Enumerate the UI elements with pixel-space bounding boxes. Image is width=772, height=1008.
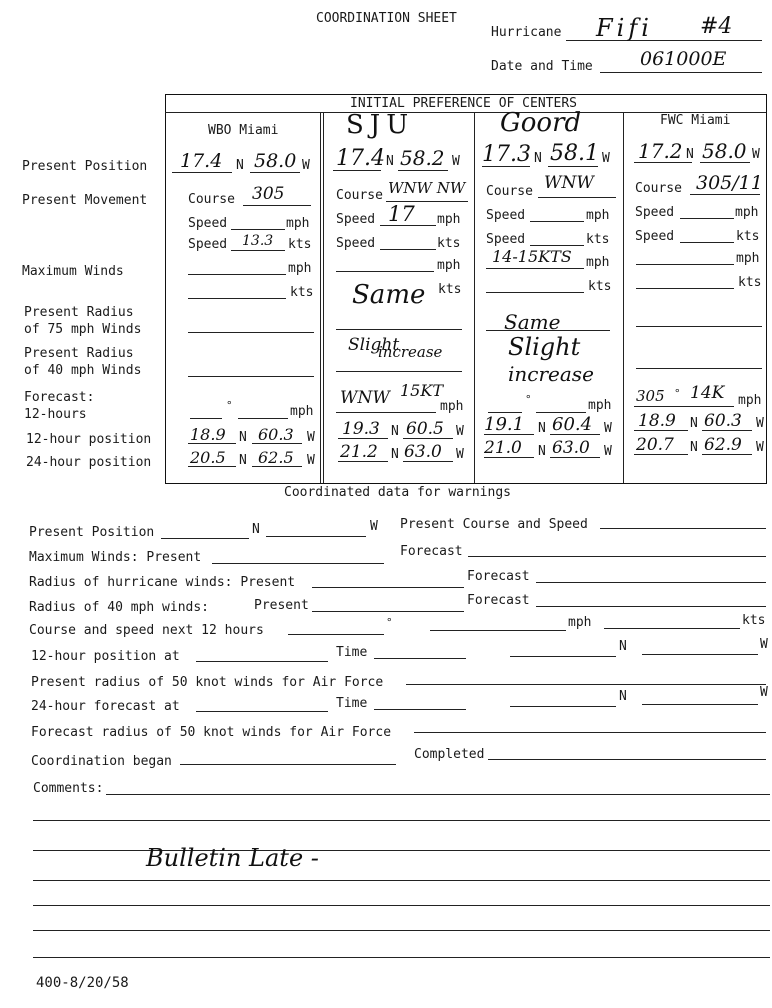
col2-forecast-dir: WNW — [340, 388, 390, 408]
col2-radius75: Same — [352, 280, 426, 310]
col3-course: WNW — [544, 173, 594, 193]
warn-radius50-present: Present radius of 50 knot winds for Air Force — [31, 675, 384, 690]
comment-line-7[interactable] — [33, 957, 770, 958]
N-label: N — [391, 447, 399, 462]
warn-present-position: Present Position — [29, 525, 155, 540]
warn-course-next12-dir-field[interactable] — [288, 634, 384, 635]
warn-coordination-began-field[interactable] — [180, 764, 396, 765]
mph-label: mph — [738, 393, 762, 408]
N-label: N — [686, 147, 694, 162]
row-label-present-movement: Present Movement — [22, 193, 148, 208]
kts-label: kts — [438, 282, 462, 297]
col1-speed-kts: 13.3 — [242, 233, 274, 249]
speed-label: Speed — [188, 216, 228, 231]
warn-12h-time: Time — [336, 645, 368, 660]
speed-label: Speed — [188, 237, 228, 252]
warn-present-position-lat-field[interactable] — [161, 538, 249, 539]
comment-line-5[interactable] — [33, 905, 770, 906]
col3-radius40-b: increase — [508, 362, 594, 386]
col3-24h-lon: 63.0 — [552, 438, 590, 458]
col2-position-lat: 17.4 — [336, 146, 385, 171]
col2-24h-lat: 21.2 — [340, 442, 378, 462]
col3-24h-lat: 21.0 — [484, 438, 522, 458]
col1-12h-lat: 18.9 — [190, 425, 226, 444]
warn-coordination-began: Coordination began — [31, 754, 172, 769]
warn-radius-hurricane-forecast: Forecast — [467, 569, 530, 584]
warn-12h-lon-field[interactable] — [642, 654, 758, 655]
warn-radius-40-field[interactable] — [312, 611, 464, 612]
rule-line — [231, 250, 285, 251]
datetime-label: Date and Time — [491, 59, 593, 74]
rule-line — [636, 368, 762, 369]
col3-position-lon: 58.1 — [550, 141, 599, 166]
warn-radius-hurricane-field[interactable] — [312, 587, 464, 588]
course-label: Course — [635, 181, 682, 196]
col4-12h-lon: 60.3 — [704, 411, 742, 431]
warn-radius-40-present: Present — [254, 598, 309, 613]
rule-line — [172, 172, 232, 173]
warn-max-winds: Maximum Winds: Present — [29, 550, 202, 565]
W-label: W — [604, 444, 612, 459]
col4-position-lat: 17.2 — [638, 139, 683, 163]
rule-line — [336, 412, 436, 413]
col4-forecast-dir: 305 — [636, 387, 665, 405]
warn-24h-lon-field[interactable] — [642, 704, 758, 705]
col2-radius40-b: increase — [378, 343, 443, 361]
col1-position-lat: 17.4 — [180, 150, 223, 172]
rule-line — [336, 329, 462, 330]
col1-course: 305 — [252, 184, 285, 204]
comment-handwriting: Bulletin Late - — [146, 844, 319, 872]
W-label: W — [307, 453, 315, 468]
kts-label: kts — [738, 275, 762, 290]
comment-line-6[interactable] — [33, 930, 770, 931]
warn-course-next12: Course and speed next 12 hours — [29, 623, 264, 638]
row-label-present-position: Present Position — [22, 159, 148, 174]
kts-label: kts — [290, 285, 314, 300]
mph-label: mph — [736, 251, 760, 266]
col4-24h-lon: 62.9 — [704, 435, 742, 455]
rule-line — [320, 113, 321, 483]
warn-completed: Completed — [414, 747, 485, 762]
col3-max-winds: 14-15KTS — [492, 247, 572, 266]
rule-line — [536, 412, 586, 413]
rule-line — [336, 271, 434, 272]
warn-24h-time: Time — [336, 696, 368, 711]
col4-course: 305/11 — [696, 172, 763, 194]
course-label: Course — [336, 188, 383, 203]
N-label: N — [252, 522, 260, 537]
rule-line — [636, 326, 762, 327]
warn-radius-40: Radius of 40 mph winds: — [29, 600, 210, 615]
mph-label: mph — [568, 615, 592, 630]
col3-12h-lon: 60.4 — [552, 414, 593, 435]
warn-12h-position: 12-hour position at — [31, 649, 180, 664]
speed-label: Speed — [336, 212, 376, 227]
warn-24h-forecast-at-field[interactable] — [196, 711, 328, 712]
warn-present-course-field[interactable] — [600, 528, 766, 529]
col3-12h-lat: 19.1 — [484, 414, 525, 435]
col4-12h-lat: 18.9 — [638, 411, 676, 431]
warn-course-next12-speed-field[interactable] — [430, 630, 566, 631]
warn-24h-forecast: 24-hour forecast at — [31, 699, 180, 714]
rule-line — [250, 172, 300, 173]
N-label: N — [690, 416, 698, 431]
warn-radius-40-forecast-field[interactable] — [536, 606, 766, 607]
rule-line — [530, 245, 584, 246]
row-label-12hour-position: 12-hour position — [26, 432, 152, 447]
warn-24h-lat-field[interactable] — [510, 706, 616, 707]
warnings-title: Coordinated data for warnings — [284, 485, 511, 500]
rule-line — [486, 292, 584, 293]
warn-present-course: Present Course and Speed — [400, 517, 588, 532]
warn-max-winds-forecast: Forecast — [400, 544, 463, 559]
row-label-forecast-a: Forecast: — [24, 390, 95, 405]
speed-label: Speed — [635, 205, 675, 220]
warn-12h-time-field[interactable] — [374, 658, 466, 659]
speed-label: Speed — [336, 236, 376, 251]
kts-label: kts — [588, 279, 612, 294]
N-label: N — [236, 158, 244, 173]
mph-label: mph — [437, 212, 461, 227]
col1-24h-lon: 62.5 — [258, 448, 294, 467]
datetime-value: 061000E — [640, 48, 727, 70]
rule-line — [323, 113, 324, 483]
warn-radius50-forecast: Forecast radius of 50 knot winds for Air Force — [31, 725, 392, 740]
warn-completed-field[interactable] — [488, 759, 766, 760]
comment-line-3[interactable] — [33, 850, 770, 851]
column-header-sju: SJU — [346, 110, 415, 140]
col4-position-lon: 58.0 — [702, 139, 747, 163]
rule-line — [548, 166, 598, 167]
rule-line — [634, 406, 734, 407]
N-label: N — [534, 151, 542, 166]
col2-course: WNW NW — [388, 179, 466, 197]
W-label: W — [756, 440, 764, 455]
col2-speed-mph: 17 — [388, 202, 415, 226]
row-label-24hour-position: 24-hour position — [26, 455, 152, 470]
deg-label: ° — [226, 399, 233, 412]
warn-radius50-present-field[interactable] — [406, 684, 766, 685]
rule-line — [190, 418, 222, 419]
kts-label: kts — [736, 229, 760, 244]
rule-line — [636, 264, 734, 265]
mph-label: mph — [286, 216, 310, 231]
kts-label: kts — [437, 236, 461, 251]
speed-label: Speed — [486, 232, 526, 247]
W-label: W — [756, 416, 764, 431]
col2-12h-lat: 19.3 — [342, 419, 380, 439]
W-label: W — [760, 637, 768, 652]
N-label: N — [391, 424, 399, 439]
warn-radius-hurricane: Radius of hurricane winds: Present — [29, 575, 296, 590]
N-label: N — [619, 689, 627, 704]
mph-label: mph — [586, 208, 610, 223]
warn-present-position-lon-field[interactable] — [266, 536, 366, 537]
N-label: N — [239, 430, 247, 445]
warn-12h-position-at-field[interactable] — [196, 661, 328, 662]
sheet-title: COORDINATION SHEET — [316, 11, 457, 26]
comment-line-2[interactable] — [33, 820, 770, 821]
col2-position-lon: 58.2 — [400, 146, 445, 170]
W-label: W — [752, 147, 760, 162]
col3-position-lat: 17.3 — [482, 142, 531, 167]
col2-12h-lon: 60.5 — [406, 419, 444, 439]
W-label: W — [456, 424, 464, 439]
rule-line — [231, 229, 285, 230]
rule-line — [488, 412, 522, 413]
row-label-radius40-b: of 40 mph Winds — [24, 363, 142, 378]
column-header-fwc-miami: FWC Miami — [660, 113, 731, 128]
deg-label: ° — [674, 387, 681, 400]
W-label: W — [456, 447, 464, 462]
warn-radius-hurricane-forecast-field[interactable] — [536, 582, 766, 583]
rule-line — [188, 376, 314, 377]
col3-radius40-a: Slight — [508, 333, 581, 361]
W-label: W — [302, 158, 310, 173]
rule-line — [336, 371, 462, 372]
W-label: W — [307, 430, 315, 445]
col4-24h-lat: 20.7 — [636, 435, 674, 455]
col2-radius40-a: Slight — [348, 335, 400, 355]
kts-label: kts — [586, 232, 610, 247]
warn-12h-lat-field[interactable] — [510, 656, 616, 657]
column-header-wbo-miami: WBO Miami — [208, 123, 279, 138]
speed-label: Speed — [486, 208, 526, 223]
rule-line — [243, 205, 311, 206]
warn-max-winds-forecast-field[interactable] — [468, 556, 766, 557]
rule-line — [680, 242, 734, 243]
comment-line-1[interactable] — [106, 794, 770, 795]
rule-line — [623, 113, 624, 483]
N-label: N — [538, 444, 546, 459]
hurricane-label: Hurricane — [491, 25, 562, 40]
warn-comments: Comments: — [33, 781, 104, 796]
W-label: W — [602, 151, 610, 166]
row-label-radius75-a: Present Radius — [24, 305, 134, 320]
course-label: Course — [188, 192, 235, 207]
W-label: W — [760, 685, 768, 700]
column-header-goord: Goord — [500, 108, 582, 138]
rule-line — [188, 298, 286, 299]
mph-label: mph — [586, 255, 610, 270]
col1-position-lon: 58.0 — [254, 150, 297, 172]
W-label: W — [370, 519, 378, 534]
rule-line — [690, 194, 760, 195]
preference-table-title: INITIAL PREFERENCE OF CENTERS — [350, 96, 577, 111]
rule-line — [680, 218, 734, 219]
col2-24h-lon: 63.0 — [404, 442, 442, 462]
W-label: W — [604, 421, 612, 436]
form-id: 400-8/20/58 — [36, 975, 129, 991]
rule-line — [188, 332, 314, 333]
mph-label: mph — [437, 258, 461, 273]
deg-label: ° — [525, 393, 532, 406]
row-label-radius40-a: Present Radius — [24, 346, 134, 361]
rule-line — [600, 72, 762, 73]
hurricane-name: Fifi — [596, 14, 653, 42]
rule-line — [238, 418, 288, 419]
row-label-maximum-winds: Maximum Winds — [22, 264, 124, 279]
mph-label: mph — [440, 399, 464, 414]
rule-line — [486, 330, 610, 331]
N-label: N — [386, 154, 394, 169]
comment-line-4[interactable] — [33, 880, 770, 881]
W-label: W — [452, 154, 460, 169]
col2-forecast-speed: 15KT — [400, 381, 443, 400]
col1-12h-lon: 60.3 — [258, 425, 294, 444]
row-label-radius75-b: of 75 mph Winds — [24, 322, 142, 337]
rule-line — [398, 170, 448, 171]
N-label: N — [619, 639, 627, 654]
rule-line — [636, 288, 734, 289]
mph-label: mph — [735, 205, 759, 220]
row-label-forecast-b: 12-hours — [24, 407, 87, 422]
warn-max-winds-field[interactable] — [212, 563, 384, 564]
col3-radius75: Same — [504, 310, 561, 334]
mph-label: mph — [288, 261, 312, 276]
N-label: N — [538, 421, 546, 436]
deg-label: ° — [386, 616, 393, 629]
kts-label: kts — [288, 237, 312, 252]
warn-radius50-forecast-field[interactable] — [414, 732, 766, 733]
N-label: N — [690, 440, 698, 455]
warn-radius-40-forecast: Forecast — [467, 593, 530, 608]
rule-line — [188, 274, 286, 275]
rule-line — [380, 249, 436, 250]
speed-label: Speed — [635, 229, 675, 244]
rule-line — [530, 221, 584, 222]
course-label: Course — [486, 184, 533, 199]
rule-line — [474, 113, 475, 483]
N-label: N — [239, 453, 247, 468]
hurricane-number: #4 — [700, 14, 733, 39]
rule-line — [538, 197, 616, 198]
col4-forecast-speed: 14K — [690, 383, 725, 403]
kts-label: kts — [742, 613, 766, 628]
mph-label: mph — [290, 404, 314, 419]
warn-course-next12-kts-field[interactable] — [604, 628, 740, 629]
col1-24h-lat: 20.5 — [190, 448, 226, 467]
mph-label: mph — [588, 398, 612, 413]
warn-24h-time-field[interactable] — [374, 709, 466, 710]
rule-line — [486, 268, 584, 269]
